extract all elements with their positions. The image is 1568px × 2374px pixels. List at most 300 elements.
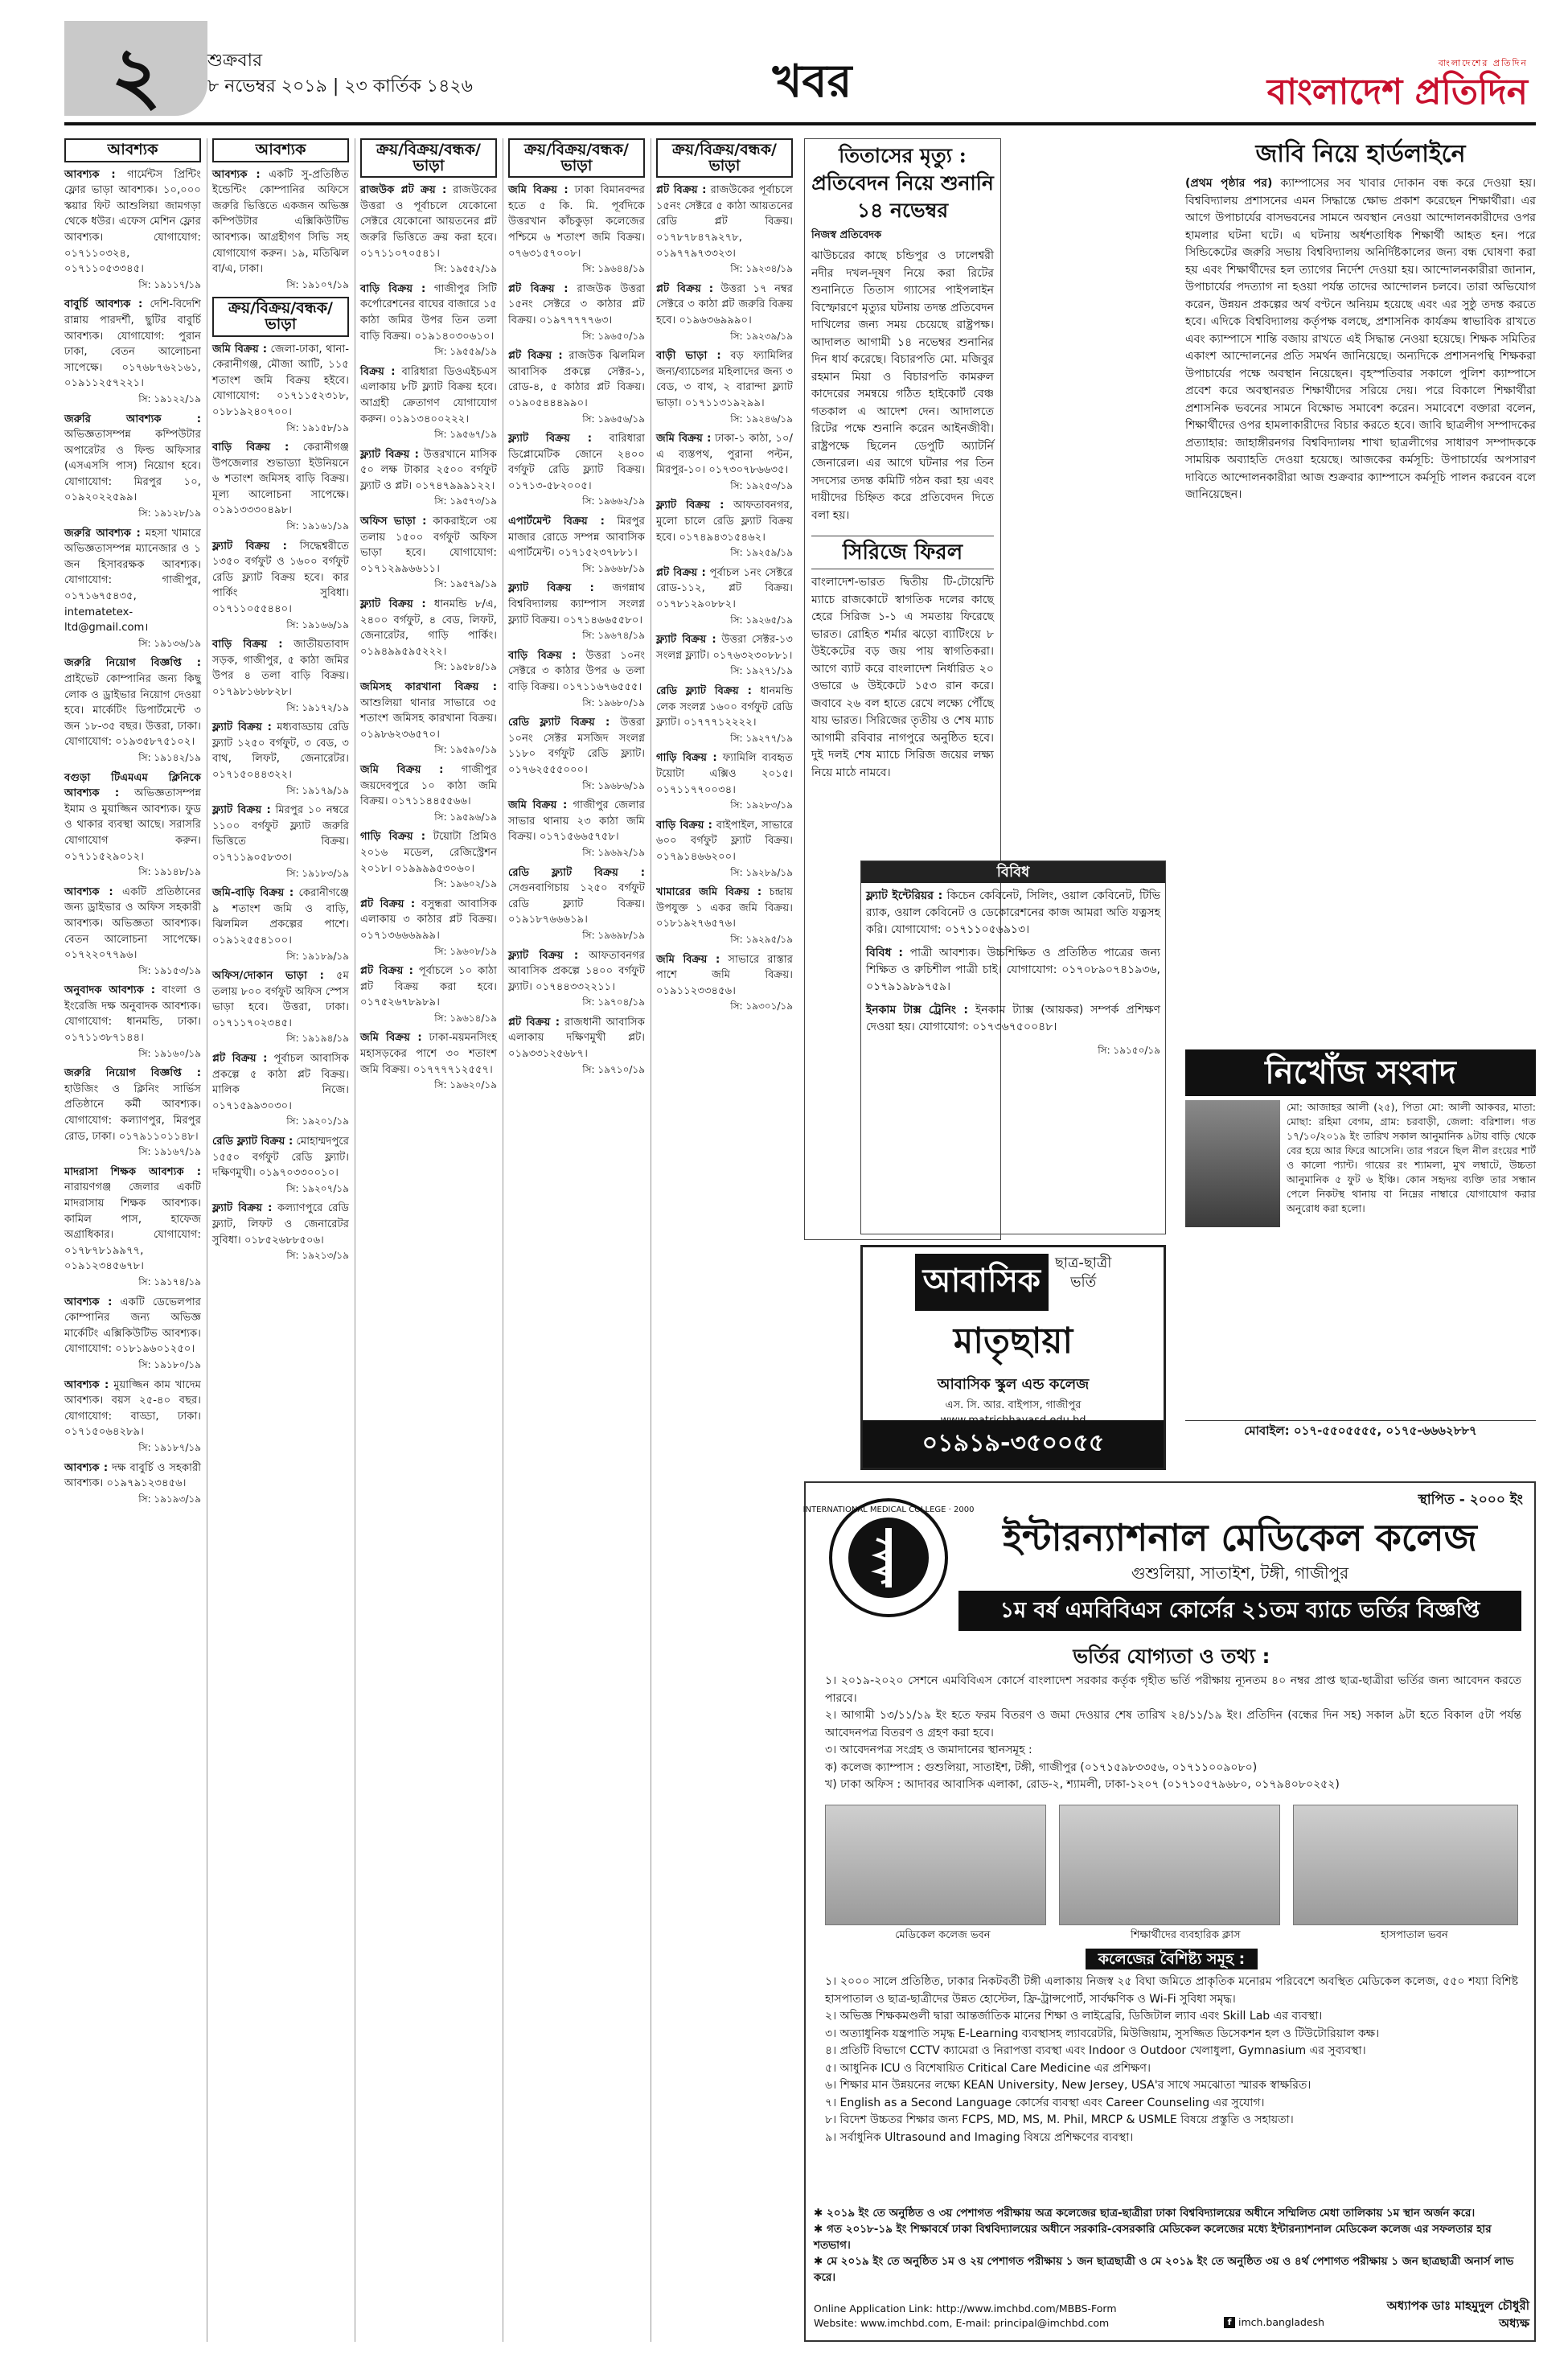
ad-ref: সি: ১৯৬২০/১৯ [434, 1079, 497, 1091]
hostel-name: মাতৃছায়া [953, 1320, 1073, 1362]
classified-ad[interactable] [360, 897, 497, 959]
classified-ad[interactable] [212, 1134, 349, 1197]
classified-ad[interactable] [656, 750, 793, 813]
ad-heading: এপার্টমেন্ট বিক্রয় : [508, 515, 605, 528]
ad-ref: সি: ১৯২৫৯/১৯ [730, 547, 793, 559]
classified-ad[interactable] [656, 565, 793, 628]
ad-ref: সি: ১৯৬৫৬/১৯ [582, 413, 645, 425]
ad-text: হাউজিং ও ক্লিনিং সার্ভিস প্রতিষ্ঠানে কর্মী আবশ্যক। যোগাযোগ: কল্যাণপুর, মিরপুর রোড, ঢাকা। ০১৭৯১১০১১৪৮। [64, 1082, 201, 1143]
ad-heading: প্লট বিক্রয় : [212, 1053, 268, 1066]
classified-ad[interactable] [64, 167, 201, 294]
column-subheading: ক্রয়/বিক্রয়/বন্ধক/ভাড়া [212, 297, 349, 336]
ad-ref: সি: ১৯২৪৬/১৯ [730, 413, 793, 425]
ad-heading: অফিস ভাড়া : [360, 515, 427, 528]
classified-ad[interactable] [360, 1030, 497, 1093]
ad-ref: সি: ১৯১৮৭/১৯ [138, 1441, 201, 1453]
classified-ad[interactable] [360, 963, 497, 1026]
ad-text: মধ্যবাড্ডায় রেডি ফ্ল্যাট ১২৫০ বর্গফুট, ৩ বেড, ৩ বাথ, লিফট, জেনারেটর। ০১৭১৫০৪৪৩২২। [212, 721, 349, 781]
ad-text: ফ্যামিলি ব্যবহৃত টয়োটা এক্সিও ২০১৫। ০১৭১১৭৭০০৩৪। [656, 752, 793, 796]
ad-heading: রেডি ফ্ল্যাট বিক্রয় : [508, 717, 610, 729]
classified-ad[interactable] [656, 281, 793, 344]
hostel-phone[interactable]: ০১৯১৯-৩৫০০৫৫ [863, 1420, 1164, 1468]
ad-text: বারিধারা ডিপ্লোমেটিক জোনে ২৪০০ বর্গফুট রেডি ফ্ল্যাট বিক্রয়। ০১৭১৩-৫৮২০০৫। [508, 433, 645, 492]
classified-ad[interactable] [212, 885, 349, 964]
ad-ref: সি: ১৯২৯৫/১৯ [730, 933, 793, 945]
classified-ad[interactable] [212, 1201, 349, 1263]
ad-ref: সি: ১৯৭০৪/১৯ [582, 996, 645, 1008]
ad-heading: জমি বিক্রয় : [212, 343, 267, 355]
ad-heading: ফ্ল্যাট বিক্রয় : [212, 804, 271, 817]
ad-text: পাত্রী আবশ্যক। উচ্চশিক্ষিত ও প্রতিষ্ঠিত পাত্রের জন্য শিক্ষিত ও রুচিশীল পাত্রী চাই। যোগাযোগ: ০১৭০৮৯০৭৪১৯৩৬, ০১৭৯১৯৮৯৭৫৯। [866, 947, 1160, 993]
ad-heading: রেডি ফ্ল্যাট বিক্রয় : [508, 866, 645, 879]
ad-ref: সি: ১৯১৭২/১৯ [286, 701, 349, 713]
ad-heading: গাড়ি বিক্রয় : [360, 831, 426, 844]
feature-item: ৭। English as a Second Language কোর্সের ব্যবস্থা এবং Career Counseling এর সুযোগ। [825, 2096, 1265, 2109]
classified-ad[interactable] [656, 684, 793, 746]
ad-ref: সি: ১৯১৮০/১৯ [138, 1358, 201, 1370]
ad-heading: বাড়ি বিক্রয় : [360, 282, 426, 295]
missing-person-photo [1185, 1100, 1280, 1227]
ad-text: জগন্নাথ বিশ্ববিদ্যালয় ক্যাম্পাস সংলগ্ন ফ্ল্যাট বিক্রয়। ০১৭১৪৬৬৫৫৮০। [508, 582, 645, 626]
ad-heading: আবশ্যক : [64, 885, 113, 898]
ad-ref: সি: ১৯২৮৩/১৯ [730, 799, 793, 811]
ad-ref: সি: ১৯৬৬২/১৯ [582, 495, 645, 507]
classified-ad[interactable] [212, 1051, 349, 1130]
ad-ref: সি: ১৯১৯৩/১৯ [138, 1493, 201, 1505]
ad-text: একটি ডেভেলপার কোম্পানির জন্য অভিজ্ঞ মার্কেটিং এক্সিকিউটিভ আবশ্যক। যোগাযোগ: ০১৮১৯৬০১২৫০। [64, 1296, 201, 1356]
page-number-badge [64, 21, 207, 121]
ad-text: জাতীয়তাবাদ সড়ক, গাজীপুর, ৫ কাঠা জমির উপর ৪ তলা বাড়ি বিক্রয়। ০১৭৯৮১৬৮৮২৮। [212, 639, 349, 698]
feature-item: ৫। আধুনিক ICU ও বিশেষায়িত Critical Care Medicine এর প্রশিক্ষণ। [825, 2061, 1151, 2075]
classified-ad[interactable] [360, 447, 497, 510]
classified-column-3 [360, 138, 497, 2342]
college-logo-icon [802, 1497, 975, 1618]
masthead-logo[interactable] [1262, 56, 1528, 113]
ad-heading: ফ্ল্যাট বিক্রয় : [212, 540, 287, 552]
classified-ad[interactable] [656, 431, 793, 494]
news-body: বাংলাদেশ-ভারত দ্বিতীয় টি-টোয়েন্টি ম্যাচে রাজকোটে স্বাগতিক দলের কাছে হেরে সিরিজ ১-১ এ সমতায় ফিরেছে ভারত। রোহিত শর্মার ঝড়ো ব্যাটিংয়ে ৮ উইকেটের বড় জয় পায় স্বাগতিকরা। আগে ব্যাট করে বাংলাদেশ নির্ধারিত ২০ ওভারে ৬ উইকেটে ১৫৩ রান করে। জবাবে ২৬ বল হাতে রেখে লক্ষ্যে পৌঁছে যায় ভারত। সিরিজের তৃতীয় ও শেষ ম্যাচ আগামী রবিবার নাগপুরে অনুষ্ঠিত হবে। দুই দলই শেষ ম্যাচে সিরিজ জয়ের লক্ষ্য নিয়ে মাঠে নামবে। [811, 576, 994, 779]
classified-ad[interactable] [508, 514, 645, 577]
classified-ad[interactable] [212, 342, 349, 437]
ad-ref: সি: ১৯৬৫০/১৯ [582, 330, 645, 342]
ad-heading: অফিস/দোকান ভাড়া : [212, 970, 324, 983]
news-title: সিরিজে ফিরল [811, 536, 994, 569]
ad-heading: জরুরি আবশ্যক : [64, 413, 201, 425]
classified-column-5 [656, 138, 793, 1473]
news-byline: নিজস্ব প্রতিবেদক [811, 229, 882, 241]
ad-text: রাজউক ঝিলমিল আবাসিক প্রকল্পে সেক্টর-১, রোড-৪, ৫ কাঠার প্লট বিক্রয়। ০১৯০৫৪৪৪৯৯০। [508, 350, 645, 409]
classified-ad[interactable] [656, 348, 793, 427]
ad-heading: রেডি ফ্ল্যাট বিক্রয় : [656, 685, 752, 697]
ad-heading: ফ্ল্যাট বিক্রয় : [360, 598, 426, 611]
news-body: ক্যাম্পাসের সব খাবার দোকান বন্ধ করে দেওয়া হয়। বিশ্ববিদ্যালয় প্রশাসনের এমন সিদ্ধান্তে ক্ষোভ প্রকাশ করেছেন শিক্ষার্থীরা। এর আগে উপাচার্যের বাসভবনের সামনে অবস্থান নেওয়া আন্দোলনকারীদের ওপর হামলার ঘটনা ঘটে। এ ঘটনায় অর্ধশতাধিক শিক্ষার্থী আহত হন। পরে সিন্ডিকেটের জরুরি সভায় বিশ্ববিদ্যালয় অনির্দিষ্টকালের জন্য বন্ধ ঘোষণা করা হয় এবং শিক্ষার্থীদের হল ত্যাগের নির্দেশ দেওয়া হয়। আন্দোলনকারীরা জানান, উপাচার্যের পদত্যাগ না হওয়া পর্যন্ত তাদের আন্দোলন চলবে। তারা অভিযোগ করেন, উন্নয়ন প্রকল্পের অর্থ বণ্টনে অনিয়ম হয়েছে এবং এর সুষ্ঠু তদন্ত করতে হবে। এদিকে বিশ্ববিদ্যালয় কর্তৃপক্ষ বলছে, প্রশাসনিক কার্যক্রম স্বাভাবিক রাখতে এবং ক্যাম্পাসে শান্তি বজায় রাখতে এই সিদ্ধান্ত নেওয়া হয়েছে। শিক্ষক সমিতির একাংশ আন্দোলনের প্রতি সমর্থন জানিয়েছে। অন্যদিকে প্রশাসনপন্থি শিক্ষকরা উপাচার্যের পক্ষে অবস্থান নিয়েছেন। বৃহস্পতিবার সকালে পুলিশ ক্যাম্পাসে প্রবেশ করে অবস্থানরত শিক্ষার্থীদের সরিয়ে দেয়। পরে বিকালে শিক্ষার্থীরা প্রশাসনিক ভবনের সামনে বিক্ষোভ সমাবেশ করেন। সমাবেশে বক্তারা বলেন, শিক্ষার্থীদের ওপর হামলাকারীদের বিচার করতে হবে। জাবি ছাত্রলীগ সম্পাদকের প্রত্যাহার: জাহাঙ্গীরনগর বিশ্ববিদ্যালয় শাখা ছাত্রলীগের সাধারণ সম্পাদককে সাময়িক অব্যাহতি দেওয়া হয়েছে। আজকের কর্মসূচি: উপাচার্যের অপসারণ দাবিতে আন্দোলনকারীরা আজ শুক্রবার ক্যাম্পাসে কর্মসূচি পালন করবেন বলে জানিয়েছেন। [1185, 177, 1537, 501]
achievement-note: ✱ ২০১৯ ইং তে অনুষ্ঠিত ও ৩য় পেশাগত পরীক্ষায় অত্র কলেজের ছাত্র-ছাত্রীরা ঢাকা বিশ্ববিদ্যালয়ের অধীনে সম্মিলিত মেধা তালিকায় ১ম স্থান অর্জন করে। [814, 2207, 1476, 2220]
ad-text: একটি প্রতিষ্ঠানের জন্য ড্রাইভার ও অফিস সহকারী আবশ্যক। অভিজ্ঞতা আবশ্যক। বেতন আলোচনা সাপেক্ষে। ০১৭২২০৭৭৯৬। [64, 885, 201, 962]
feature-item: ১। ২০০০ সালে প্রতিষ্ঠিত, ঢাকার নিকটবর্তী টঙ্গী এলাকায় নিজস্ব ২৫ বিঘা জমিতে প্রাকৃতিক মনোরম পরিবেশে অবস্থিত মেডিকেল কলেজ, ৫৫০ শয্যা বিশিষ্ট হাসপাতাল ও ছাত্র-ছাত্রীদের উন্নত হোস্টেল, ফ্রি-ট্রান্সপোর্ট, সার্বক্ষণিক ও Wi-Fi সুবিধা সমৃদ্ধ। [825, 1975, 1518, 2006]
ad-ref: সি: ১৯৩০১/১৯ [730, 1000, 793, 1012]
classified-ad[interactable] [212, 803, 349, 881]
column-heading: আবশ্যক [64, 138, 201, 162]
ad-text: পূর্বাচলে ১০ কাঠা প্লট বিক্রয় করা হবে। ০১৭৫২৬৭৮৯৮৯। [360, 965, 497, 1009]
classified-ad[interactable] [64, 297, 201, 407]
ad-text: ইনকাম ট্যাক্স (আয়কর) সম্পর্ক প্রশিক্ষণ দেওয়া হয়। যোগাযোগ: ০১৭৩৬৭৫০০৪৮। [866, 1004, 1160, 1033]
ad-text: ধানমন্ডি ৮/এ, ২৪০০ বর্গফুট, ৪ বেড, লিফট, জেনারেটর, গাড়ি পার্কিং। ০১৯৪৯৯৫৯৫২২২। [360, 598, 497, 658]
classified-ad[interactable] [656, 632, 793, 680]
qualification-item: ক) কলেজ ক্যাম্পাস : গুশুলিয়া, সাতাইশ, টঙ্গী, গাজীপুর (০১৭১৫৯৮৩৩৫৬, ০১৭১১০০৯০৮০) [825, 1760, 1258, 1774]
classified-ad[interactable] [508, 948, 645, 1011]
news-title: তিতাসের মৃত্যু : প্রতিবেদন নিয়ে শুনানি ১৪ নভেম্বর [811, 144, 994, 222]
online-link[interactable]: Online Application Link: http://www.imchbd.com/MBBS-Form [814, 2302, 1117, 2314]
ad-text: বাইপাইল, সাভারে ৬০০ বর্গফুট ফ্ল্যাট বিক্রয়। ০১৭৯১৪৬৬২০০। [656, 819, 793, 863]
classified-ad[interactable] [64, 1295, 201, 1374]
ad-text: রাজউক উত্তরা ১৫নং সেক্টরে ৩ কাঠার প্লট বিক্রয়। ০১৯৭৭৭৭৭৬৩। [508, 282, 645, 327]
hostel-title: আবাসিক [915, 1254, 1049, 1311]
ad-ref: সি: ১৯১৯৪/১৯ [286, 1033, 349, 1045]
ad-text: কাকরাইলে ৩য় তলায় ১৫০০ বর্গফুট অফিস ভাড়া হবে। যোগাযোগ: ০১৭১২৯৯৬৬১১। [360, 515, 497, 575]
ad-heading: জমি বিক্রয় : [360, 763, 444, 776]
ad-text: ঢাকা-ময়মনসিংহ মহাসড়কের পাশে ৩০ শতাংশ জমি বিক্রয়। ০১৭৭৭৭১২৫৫৭। [360, 1032, 497, 1076]
feature-item: ৪। প্রতিটি বিভাগে CCTV ক্যামেরা ও নিরাপত্তা ব্যবস্থা এবং Indoor ও Outdoor খেলাধুলা, Gymnasium এর সুব্যবস্থা। [825, 2044, 1366, 2057]
ad-text: মুয়াজ্জিন কাম খাদেম আবশ্যক। বয়স ২৫-৪০ বছর। যোগাযোগ: বাড্ডা, ঢাকা। ০১৭১৫০৬৪২৮৯। [64, 1378, 201, 1439]
photo-caption: হাসপাতাল ভবন [1380, 1929, 1448, 1941]
medical-college-ad[interactable] [804, 1481, 1536, 2342]
ad-text: আফতাবনগর, মুলো চালে রেডি ফ্ল্যাট বিক্রয় হবে। ০১৭৪৯৪৩১৫৪৬২। [656, 499, 793, 544]
principal-title: অধ্যক্ষ [1499, 2316, 1529, 2331]
established: স্থাপিত - ২০০০ ইং [1418, 1492, 1523, 1508]
ad-ref: সি: ১৯১৫৮/১৯ [286, 421, 349, 433]
classified-ad[interactable] [656, 498, 793, 561]
classified-ad[interactable] [656, 885, 793, 947]
ad-ref: সি: ১৯২০৭/১৯ [286, 1182, 349, 1194]
ad-text: সেগুনবাগিচায় ১২৫০ বর্গফুট রেডি ফ্ল্যাট বিক্রয়। ০১৯১৮৭৬৬৬১৯। [508, 882, 645, 926]
ad-text: সিদ্ধেশ্বরীতে ১৩৫০ বর্গফুট ও ১৬০০ বর্গফুট রেডি ফ্ল্যাট বিক্রয় হবে। কার পার্কিং সুবিধা। ০১৭১১০৫৫৪৪০। [212, 540, 349, 616]
qualification-item: ১। ২০১৯-২০২০ সেশনে এমবিবিএস কোর্সে বাংলাদেশ সরকার কর্তৃক গৃহীত ভর্তি পরীক্ষায় ন্যূনতম ৪০ নম্বর প্রাপ্ত ছাত্র-ছাত্রীরা ভর্তির জন্য আবেদন করতে পারবে। [825, 1674, 1521, 1705]
ad-ref: সি: ১৯৬৮৬/১৯ [582, 779, 645, 791]
ad-ref: সি: ১৯১৭৪/১৯ [138, 1275, 201, 1288]
ad-ref: সি: ১৯৫৯০/১৯ [434, 744, 497, 756]
classified-ad[interactable] [656, 818, 793, 881]
classified-ad[interactable] [212, 968, 349, 1047]
date: ৮ নভেম্বর ২০১৯ | ২৩ কার্তিক ১৪২৬ [207, 76, 473, 97]
photo-caption: মেডিকেল কলেজ ভবন [895, 1929, 991, 1941]
admission-band: ১ম বর্ষ এমবিবিএস কোর্সের ২১তম ব্যাচে ভর্তির বিজ্ঞপ্তি [958, 1591, 1521, 1631]
svg-text:INTERNATIONAL MEDICAL COLLEGE: INTERNATIONAL MEDICAL COLLEGE · 2000 [802, 1505, 975, 1514]
classified-ad[interactable] [212, 720, 349, 799]
ad-heading: জরুরি আবশ্যক : [64, 527, 141, 540]
classified-ad[interactable] [508, 431, 645, 510]
classified-ad[interactable] [212, 539, 349, 634]
ad-heading: ফ্ল্যাট বিক্রয় : [508, 582, 594, 595]
ad-heading: জমি বিক্রয় : [508, 184, 569, 197]
ad-heading: প্লট বিক্রয় : [656, 184, 707, 197]
classified-ad[interactable] [508, 648, 645, 711]
classified-ad[interactable] [64, 1164, 201, 1291]
ad-text: অভিজ্ঞতাসম্পন্ন ইমাম ও মুয়াজ্জিন আবশ্যক। ফুড ও থাকার ব্যবস্থা আছে। সরাসরি যোগাযোগ করুন। ০১৭১১৫২৯০১২। [64, 787, 201, 863]
feature-item: ৬। শিক্ষার মান উন্নয়নের লক্ষ্যে KEAN University, New Jersey, USA'র সাথে সমঝোতা স্মারক স্বাক্ষরিত। [825, 2079, 1311, 2092]
classified-ad[interactable] [212, 440, 349, 535]
ad-text: আফতাবনগর আবাসিক প্রকল্পে ১৪০০ বর্গফুট ফ্ল্যাট। ০১৭৪৪৩৩২২১১। [508, 949, 645, 993]
qualification-item: ৩। আবেদনপত্র সংগ্রহ ও জমাদানের স্থানসমূহ : [825, 1744, 1032, 1756]
achievement-notes [814, 2205, 1528, 2286]
ad-text: অভিজ্ঞতাসম্পন্ন কম্পিউটার অপারেটর ও ফিল্ড অফিসার (এসএসসি পাস) নিয়োগ হবে। যোগাযোগ: মিরপুর ১০, ০১৯২০২২৫৯৯। [64, 429, 201, 504]
college-building-photo [825, 1805, 1046, 1925]
ad-heading: আবশ্যক : [64, 1296, 113, 1308]
ad-ref: সি: ১৯৬১৪/১৯ [434, 1012, 497, 1024]
classified-ad[interactable] [360, 829, 497, 892]
ad-text: কেরানীগঞ্জ উপজেলার শুভাড্যা ইউনিয়নে ৬ শতাংশ জমিসহ বাড়ি বিক্রয়। মূল্য আলোচনা সাপেক্ষে। ০১৯১৩৩৩০৪৯৮। [212, 442, 349, 517]
ad-text: গাজীপুর জয়দেবপুরে ১০ কাঠা জমি বিক্রয়। ০১৭১১৪৪৫৫৬৬। [360, 763, 497, 808]
classified-ad[interactable] [64, 412, 201, 522]
ad-text: পূর্বাচল ১নং সেক্টরে রোড-১১২, প্লট বিক্রয়। ০১৭৮১২৯০৮৮২। [656, 566, 793, 611]
ad-heading: বিবিধ : [866, 947, 903, 959]
ad-heading: অনুবাদক আবশ্যক : [64, 984, 156, 997]
ad-heading: ফ্ল্যাট ইন্টেরিয়র : [866, 889, 943, 902]
ad-heading: জমি-বাড়ি বিক্রয় : [212, 887, 294, 900]
achievement-note: ✱ মে ২০১৯ ইং তে অনুষ্ঠিত ১ম ও ২য় পেশাগত পরীক্ষায় ১ জন ছাত্রছাত্রী ও মে ২০১৯ ইং তে অনুষ্ঠিত ৩য় ও ৪র্থ পেশাগত পরীক্ষায় ১ জন ছাত্রছাত্রী অনার্স লাভ করে। [814, 2255, 1514, 2284]
ad-text: গাজীপুর সিটি কর্পোরেশনের বাঘের বাজারে ১৫ কাঠা জমির উপর তিন তলা বাড়ি বিক্রয়। ০১৯১৪০৩০৬১০। [360, 282, 497, 343]
classified-ad[interactable] [64, 770, 201, 881]
ad-heading: বগুড়া টিএমএম ক্লিনিকে আবশ্যক : [64, 771, 201, 800]
classified-ad[interactable] [360, 281, 497, 360]
classified-ad[interactable] [360, 597, 497, 676]
dateline [207, 48, 658, 100]
ad-heading: গাড়ি বিক্রয় : [656, 752, 717, 765]
ad-text: চন্দ্রায় উপযুক্ত ১ একর জমি বিক্রয়। ০১৮১৯২৭৬৫৭৬। [656, 886, 793, 930]
ad-ref: সি: ১৯১১৭/১৯ [138, 278, 201, 290]
ad-heading: প্লট বিক্রয় : [656, 282, 713, 295]
ad-ref: সি: ১৯২৭১/১৯ [730, 665, 793, 677]
misc-ad[interactable] [866, 1002, 1160, 1036]
ad-text: বড় ফ্যামিলির জন্য/ব্যাচেলর মহিলাদের জন্য ৩ বেড, ৩ বাথ, ২ বারান্দা ফ্ল্যাট ভাড়া। ০১৭১১৩১৯২৯৯। [656, 350, 793, 409]
ad-heading: জমি বিক্রয় : [508, 799, 568, 812]
ad-heading: আবশ্যক : [64, 168, 116, 181]
ad-text: রাজউকের পূর্বাচলে ১৫নং সেক্টরে ৫ কাঠা আয়তনের রেডি প্লট বিক্রয়। ০১৭৮৭৮৪৭৯২৭৮, ০১৯৭৭৯৭৩৩২৩। [656, 184, 793, 260]
ad-text: রাজধানী আবাসিক এলাকায় দক্ষিণমুখী প্লট। ০১৯৩৩১২৫৬৮৭। [508, 1016, 645, 1061]
ad-text: বসুন্ধরা আবাসিক এলাকায় ৩ কাঠার প্লট বিক্রয়। ০১৭১৩৬৬৬৯৯৯। [360, 897, 497, 942]
classified-ad[interactable] [360, 183, 497, 277]
ad-text: ঢাকা-১ কাঠা, ১০/এ ব্যস্তপথ, পুরানা পল্টন, মিরপুর-১০। ০১৭৩০৭৮৬৬৩৫। [656, 433, 793, 477]
classified-ad[interactable] [360, 680, 497, 758]
facebook-link[interactable] [1224, 2316, 1324, 2328]
ad-text: মহসা খামারে অভিজ্ঞতাসম্পন্ন ম্যানেজার ও ১ জন হিসাবরক্ষক আবশ্যক। যোগাযোগ: গাজীপুর, ০১৭১৬৭৫৪৩৫, intematetex-ltd@gmail.com। [64, 527, 201, 635]
classified-ad[interactable] [360, 762, 497, 825]
classified-ad[interactable] [64, 1066, 201, 1160]
classified-ad[interactable] [64, 526, 201, 652]
classified-ad[interactable] [508, 1015, 645, 1078]
column-heading: ক্রয়/বিক্রয়/বন্ধক/ভাড়া [360, 138, 497, 178]
classified-ad[interactable] [508, 581, 645, 643]
news-title: জাবি নিয়ে হার্ডলাইনে [1255, 140, 1466, 168]
ad-heading: প্লট বিক্রয় : [508, 350, 563, 363]
principal-block [1336, 2297, 1529, 2332]
ad-heading: বাড়ি বিক্রয় : [212, 442, 289, 454]
ad-heading: রেডি ফ্ল্যাট বিক্রয় : [212, 1136, 293, 1148]
classified-ad[interactable] [508, 865, 645, 944]
ad-heading: জমি বিক্রয় : [360, 1032, 422, 1045]
ad-ref: সি: ১৯১৫০/১৯ [1098, 1045, 1160, 1056]
classified-ad[interactable] [64, 1378, 201, 1456]
missing-continued [1185, 1230, 1536, 1456]
achievement-note: ✱ গত ২০১৮-১৯ ইং শিক্ষাবর্ষে ঢাকা বিশ্ববিদ্যালয়ের অধীনে সরকারি-বেসরকারি মেডিকেল কলেজের মধ্যে ইন্টারন্যাশনাল মেডিকেল কলেজ এর সফলতার হার শতভাগ। [814, 2223, 1492, 2252]
ad-text: মিরপুর ১০ নম্বরে ১১০০ বর্গফুট ফ্ল্যাট জরুরি ভিত্তিতে বিক্রয়। ০১৭১১৯০৫৮৩৩। [212, 804, 350, 864]
ad-text: উত্তরা ১০নং সেক্টরে ৩ কাঠার উপর ৬ তলা বাড়ি বিক্রয়। ০১৭১১৬৭৬৫৫৫। [508, 649, 646, 693]
logo-tagline: বাংলাদেশের প্রতিদিন [1438, 58, 1528, 68]
ad-text: আশুলিয়া থানার সাভারে ৩৫ শতাংশ জমিসহ কারখানা বিক্রয়। ০১৯৮৬২৩৬৫৭০। [360, 696, 497, 741]
ad-heading: আবশ্যক : [212, 168, 261, 181]
ad-ref: সি: ১৯১৬০/১৯ [138, 1047, 201, 1059]
misc-ad[interactable] [866, 945, 1160, 996]
ad-heading: প্লট বিক্রয় : [508, 282, 569, 295]
ad-ref: সি: ১৯৬০২/১৯ [434, 878, 497, 890]
ad-heading: রাজউক প্লট ক্রয় : [360, 184, 447, 197]
ad-text: ঢাকা বিমানবন্দর হতে ৫ কি. মি. পূর্বদিকে উত্তরখান কাঁচকুড়া কলেজের পশ্চিমে ৬ শতাংশ জমি বিক্রয়। ০৭৬৩১৫৭০০৮। [508, 184, 645, 260]
ad-ref: সি: ১৯৫৬৭/১৯ [434, 429, 497, 441]
ad-text: বারিধারা ডিওএইচএস এলাকায় ৮টি ফ্ল্যাট বিক্রয় হবে। আগ্রহী ক্রেতাগণ যোগাযোগ করুন। ০১৯১৩৪০০২২২। [360, 365, 497, 425]
principal-name: অধ্যাপক ডাঃ মাহমুদুল চৌধুরী [1386, 2298, 1529, 2313]
section-title: খবর [772, 55, 852, 108]
header-rule [64, 122, 1536, 125]
classified-ad[interactable] [656, 183, 793, 277]
ad-text: উত্তরখানে মাসিক ৫০ লক্ষ টাকার ২৫০০ বর্গফুট ফ্ল্যাট ও প্লট। ০১৭৪৭৯৯৯১২২। [360, 448, 498, 492]
ad-ref: সি: ১৯৬৯২/১৯ [582, 846, 645, 858]
ad-text: রাজউকের উত্তরা ও পূর্বাচলে যেকোনো সেক্টরে যেকোনো আয়তনের প্লট জরুরি ভিত্তিতে ক্রয় করা হবে। ০১৭১১০৭০৫৪১। [360, 184, 497, 260]
ad-text: কল্যাণপুরে রেডি ফ্ল্যাট, লিফট ও জেনারেটর সুবিধা। ০১৮৫২৬৮৮৫০৬। [212, 1202, 349, 1247]
misc-label: বিবিধ [861, 861, 1165, 883]
missing-heading: নিখোঁজ সংবাদ [1185, 1049, 1536, 1096]
ad-ref: সি: ১৯৬৪৪/১৯ [582, 263, 645, 275]
ad-text: নারায়ণগঞ্জ জেলার একটি মাদরাসায় শিক্ষক আবশ্যক। কামিল পাস, হাফেজ অগ্রাধিকার। যোগাযোগ: ০১৭৮৭৮১৯৯৭৭, ০১৯১২৩৪৫৬৭৮। [64, 1181, 201, 1273]
ad-heading: ফ্ল্যাট বিক্রয় : [360, 448, 419, 461]
classified-ad[interactable] [508, 348, 645, 427]
classified-ad[interactable] [508, 183, 645, 277]
logo-text: বাংলাদেশ প্রতিদিন [1266, 72, 1528, 113]
ad-ref: সি: ১৯১৪২/১৯ [138, 751, 201, 763]
classified-ad[interactable] [212, 167, 349, 294]
ad-ref: সি: ১৯১২২/১৯ [138, 392, 201, 405]
feature-item: ২। অভিজ্ঞ শিক্ষকমণ্ডলী দ্বারা আন্তর্জাতিক মানের শিক্ষা ও লাইব্রেরি, ডিজিটাল ল্যাব এবং Skill Lab এর ব্যবস্থা। [825, 2010, 1323, 2023]
ad-heading: মাদরাসা শিক্ষক আবশ্যক : [64, 1165, 201, 1178]
misc-ad[interactable] [866, 888, 1160, 939]
missing-body: মো: আজাহর আলী (২৫), পিতা মো: আলী আকবর, মাতা: মোছা: রহিমা বেগম, গ্রাম: চরবাড়ী, জেলা: বরিশাল। গত ১৭/১০/২০১৯ ইং তারিখ সকাল আনুমানিক ৯টায় বাড়ি থেকে বের হয়ে আর ফিরে আসেনি। তার পরনে ছিল নীল রংয়ের শার্ট ও কালো প্যান্ট। গায়ের রং শ্যামলা, মুখ লম্বাটে, উচ্চতা আনুমানিক ৫ ফুট ৬ ইঞ্চি। কোন সহৃদয় ব্যক্তি তার সন্ধান পেলে নিকটস্থ থানায় বা নিম্নের নাম্বারে যোগাযোগ করার অনুরোধ করা হলো। [1287, 1101, 1536, 1214]
ad-heading: প্লট বিক্রয় : [656, 566, 706, 579]
classified-ad[interactable] [64, 655, 201, 766]
ad-heading: ফ্ল্যাট বিক্রয় : [656, 499, 724, 512]
day: শুক্রবার [207, 51, 263, 71]
ad-ref: সি: ১৯৫৫৯/১৯ [434, 346, 497, 358]
features-list [825, 1974, 1518, 2146]
ad-text: ৫ম তলায় ৮০০ বর্গফুট অফিস স্পেস ভাড়া হবে। উত্তরা, ঢাকা। ০১৭১১৭০২৩৪৫। [212, 970, 349, 1029]
photo-caption: শিক্ষার্থীদের ব্যবহারিক ক্লাস [1130, 1929, 1241, 1941]
ad-text: ধানমন্ডি লেক সংলগ্ন ১৬০০ বর্গফুট রেডি ফ্ল্যাট। ০১৭৭৭১২২২২। [656, 685, 793, 729]
classified-ad[interactable] [508, 798, 645, 860]
ad-ref: সি: ১৯৬৬৮/১৯ [582, 562, 645, 574]
ad-text: কিচেন কেবিনেট, সিলিং, ওয়াল কেবিনেট, টিভি র‍্যাক, ওয়াল কেবিনেট ও ডেকোরেশনের কাজ আমরা অতি যত্নসহ করি। যোগাযোগ: ০১৭১১০৫৬৯১৩। [866, 889, 1161, 936]
ad-ref: সি: ১৯১৭৯/১৯ [286, 784, 349, 796]
classified-ad[interactable] [212, 637, 349, 716]
ad-ref: সি: ১৯২৭৭/১৯ [730, 732, 793, 744]
ad-heading: ফ্ল্যাট বিক্রয় : [212, 1202, 273, 1215]
ad-text: মিরপুর মাজার রোডে সম্পন্ন আবাসিক এপার্টমেন্ট। ০১৭১৫২৩৭৮৮১। [508, 515, 645, 560]
classified-ad[interactable] [64, 1460, 201, 1508]
classified-ad[interactable] [508, 715, 645, 794]
column-heading: আবশ্যক [212, 138, 349, 162]
practical-class-photo [1059, 1805, 1280, 1925]
ad-heading: ফ্ল্যাট বিক্রয় : [508, 949, 579, 962]
feature-item: ৮। বিদেশ উচ্চতর শিক্ষার জন্য FCPS, MD, MS, M. Phil, MRCP & USMLE বিষয়ে প্রস্তুতি ও সহায়তা। [825, 2113, 1294, 2126]
ad-text: কেরানীগঞ্জে ৯ শতাংশ জমি ও বাড়ি, ঝিলমিল প্রকল্পের পাশে। ০১৯১২৫৫৪১০০। [212, 887, 349, 947]
hostel-ad[interactable] [860, 1245, 1166, 1470]
ad-heading: ফ্ল্যাট বিক্রয় : [656, 634, 716, 647]
ad-text: একটি সু-প্রতিষ্ঠিত ইন্ডেন্টিং কোম্পানির অফিসে জরুরি ভিত্তিতে একজন অভিজ্ঞ কম্পিউটার এক্সিকিউটিভ আবশ্যক। আগ্রহীগণ সিভি সহ যোগাযোগ করুন। ১৯, মতিঝিল বা/এ, ঢাকা। [212, 168, 349, 276]
classified-column-1 [64, 138, 201, 2342]
ad-text: পূর্বাচল আবাসিক প্রকল্পে ৫ কাঠা প্লট বিক্রয়। মালিক নিজে। ০১৭১৫৯৯৩০৩০। [212, 1053, 349, 1112]
college-address: গুশুলিয়া, সাতাইশ, টঙ্গী, গাজীপুর [1131, 1563, 1349, 1583]
feature-item: ৩। অত্যাধুনিক যন্ত্রপাতি সমৃদ্ধ E-Learning ব্যবস্থাসহ ল্যাবরেটরি, মিউজিয়াম, সুসজ্জিত ডিসেকশন হল ও টিউটোরিয়াল কক্ষ। [825, 2027, 1380, 2040]
classified-ad[interactable] [360, 514, 497, 593]
ad-text: টয়োটা প্রিমিও ২০১৬ মডেল, রেজিস্ট্রেশন ২০১৮। ০১৯৯৯৯৫৩০৬০। [360, 831, 497, 875]
contact-block [814, 2302, 1264, 2331]
ad-ref: সি: ১৯৬৮০/১৯ [582, 696, 645, 709]
ad-ref: সি: ১৯২৬৫/১৯ [730, 614, 793, 626]
ad-ref: সি: ১৯২৩৪/১৯ [730, 263, 793, 275]
column-heading: ক্রয়/বিক্রয়/বন্ধক/ভাড়া [656, 138, 793, 178]
ad-heading: বিক্রয় : [360, 365, 396, 378]
ad-heading: ইনকাম টাক্স ট্রেনিং : [866, 1004, 969, 1017]
ad-ref: সি: ১৯৬৯৮/১৯ [582, 929, 645, 941]
classified-ad[interactable] [64, 983, 201, 1062]
ad-ref: সি: ১৯২০১/১৯ [286, 1115, 349, 1127]
ad-ref: সি: ১৯২৩৯/১৯ [730, 330, 793, 342]
ad-ref: সি: ১৯২৫৩/১৯ [730, 479, 793, 491]
ad-text: গার্মেন্টস প্রিন্টিং ফ্লোর ভাড়া আবশ্যক। ১০,০০০ স্কয়ার ফিট আশুলিয়া জামগড়া থেকে ধউর। এফেস মেশিন ফ্লোর আবশ্যক। যোগাযোগ: ০১৭১১০৩২৪, ০১৭১১০৫৩৩৪৫। [64, 168, 201, 276]
ad-heading: বাড়ি বিক্রয় : [212, 639, 283, 651]
ad-heading: খামারের জমি বিক্রয় : [656, 886, 762, 899]
news-lead: (প্রথম পৃষ্ঠার পর) [1185, 177, 1273, 190]
ad-heading: বাড়ি বিক্রয় : [656, 819, 712, 832]
hostel-sub: ছাত্র-ছাত্রী [1055, 1255, 1112, 1271]
ad-ref: সি: ১৯৫৯৬/১৯ [434, 811, 497, 823]
ad-heading: জরুরি নিয়োগ বিজ্ঞপ্তি : [64, 657, 201, 670]
ad-heading: জমিসহ কারখানা বিক্রয় : [360, 681, 497, 693]
misc-ads [866, 888, 1160, 1036]
ad-ref: সি: ১৯১৬৭/১৯ [138, 1146, 201, 1158]
ad-heading: জমি বিক্রয় : [656, 953, 720, 966]
facebook-handle: imch.bangladesh [1238, 2316, 1325, 2328]
facebook-icon: f [1224, 2317, 1235, 2328]
ad-text: দক্ষ বাবুর্চি ও সহকারী আবশ্যক। ০১৯৭৯১২৩৪৫৬। [64, 1461, 201, 1490]
classified-ad[interactable] [360, 364, 497, 443]
ad-text: উত্তরা সেক্টর-১৩ সংলগ্ন ফ্ল্যাট। ০১৭৬৩২৩০৮৮১। [656, 634, 794, 662]
classified-ad[interactable] [508, 281, 645, 344]
ad-ref: সি: ১৯৭১০/১৯ [582, 1063, 645, 1075]
ad-heading: প্লট বিক্রয় : [360, 965, 413, 978]
ad-heading: আবশ্যক : [64, 1378, 109, 1391]
ad-ref: সি: ১৯১৫৩/১৯ [138, 964, 201, 976]
hospital-building-photo [1293, 1805, 1518, 1925]
classified-ad[interactable] [64, 885, 201, 980]
hostel-school: আবাসিক স্কুল এন্ড কলেজ [937, 1376, 1090, 1393]
feature-item: ৯। সর্বাধুনিক Ultrasound and Imaging বিষয়ে প্রশিক্ষণের ব্যবস্থা। [825, 2130, 1134, 2144]
ad-text: জেলা-ঢাকা, থানা-কেরানীগঞ্জ, মৌজা আটি, ১১৫ শতাংশ জমি বিক্রয় হইবে। যোগাযোগ: ০১৭১১৫২৩১৮, ০১৮১৯২৪০৭০০। [212, 343, 349, 418]
ad-heading: প্লট বিক্রয় : [508, 1016, 560, 1029]
classified-ad[interactable] [656, 952, 793, 1015]
ad-ref: সি: ১৯১২৮/১৯ [138, 507, 201, 520]
ad-heading: জরুরি নিয়োগ বিজ্ঞপ্তি : [64, 1067, 201, 1080]
website-link[interactable]: Website: www.imchbd.com, E-mail: principal@imchbd.com [814, 2317, 1110, 2329]
college-title: ইন্টারন্যাশনাল মেডিকেল কলেজ [1003, 1516, 1477, 1559]
ad-ref: সি: ১৯৫৮৪/১৯ [434, 661, 497, 673]
ad-text: সাভারে রাস্তার পাশে জমি বিক্রয়। ০১৯১১২৩৩৪৫৬। [656, 953, 793, 997]
